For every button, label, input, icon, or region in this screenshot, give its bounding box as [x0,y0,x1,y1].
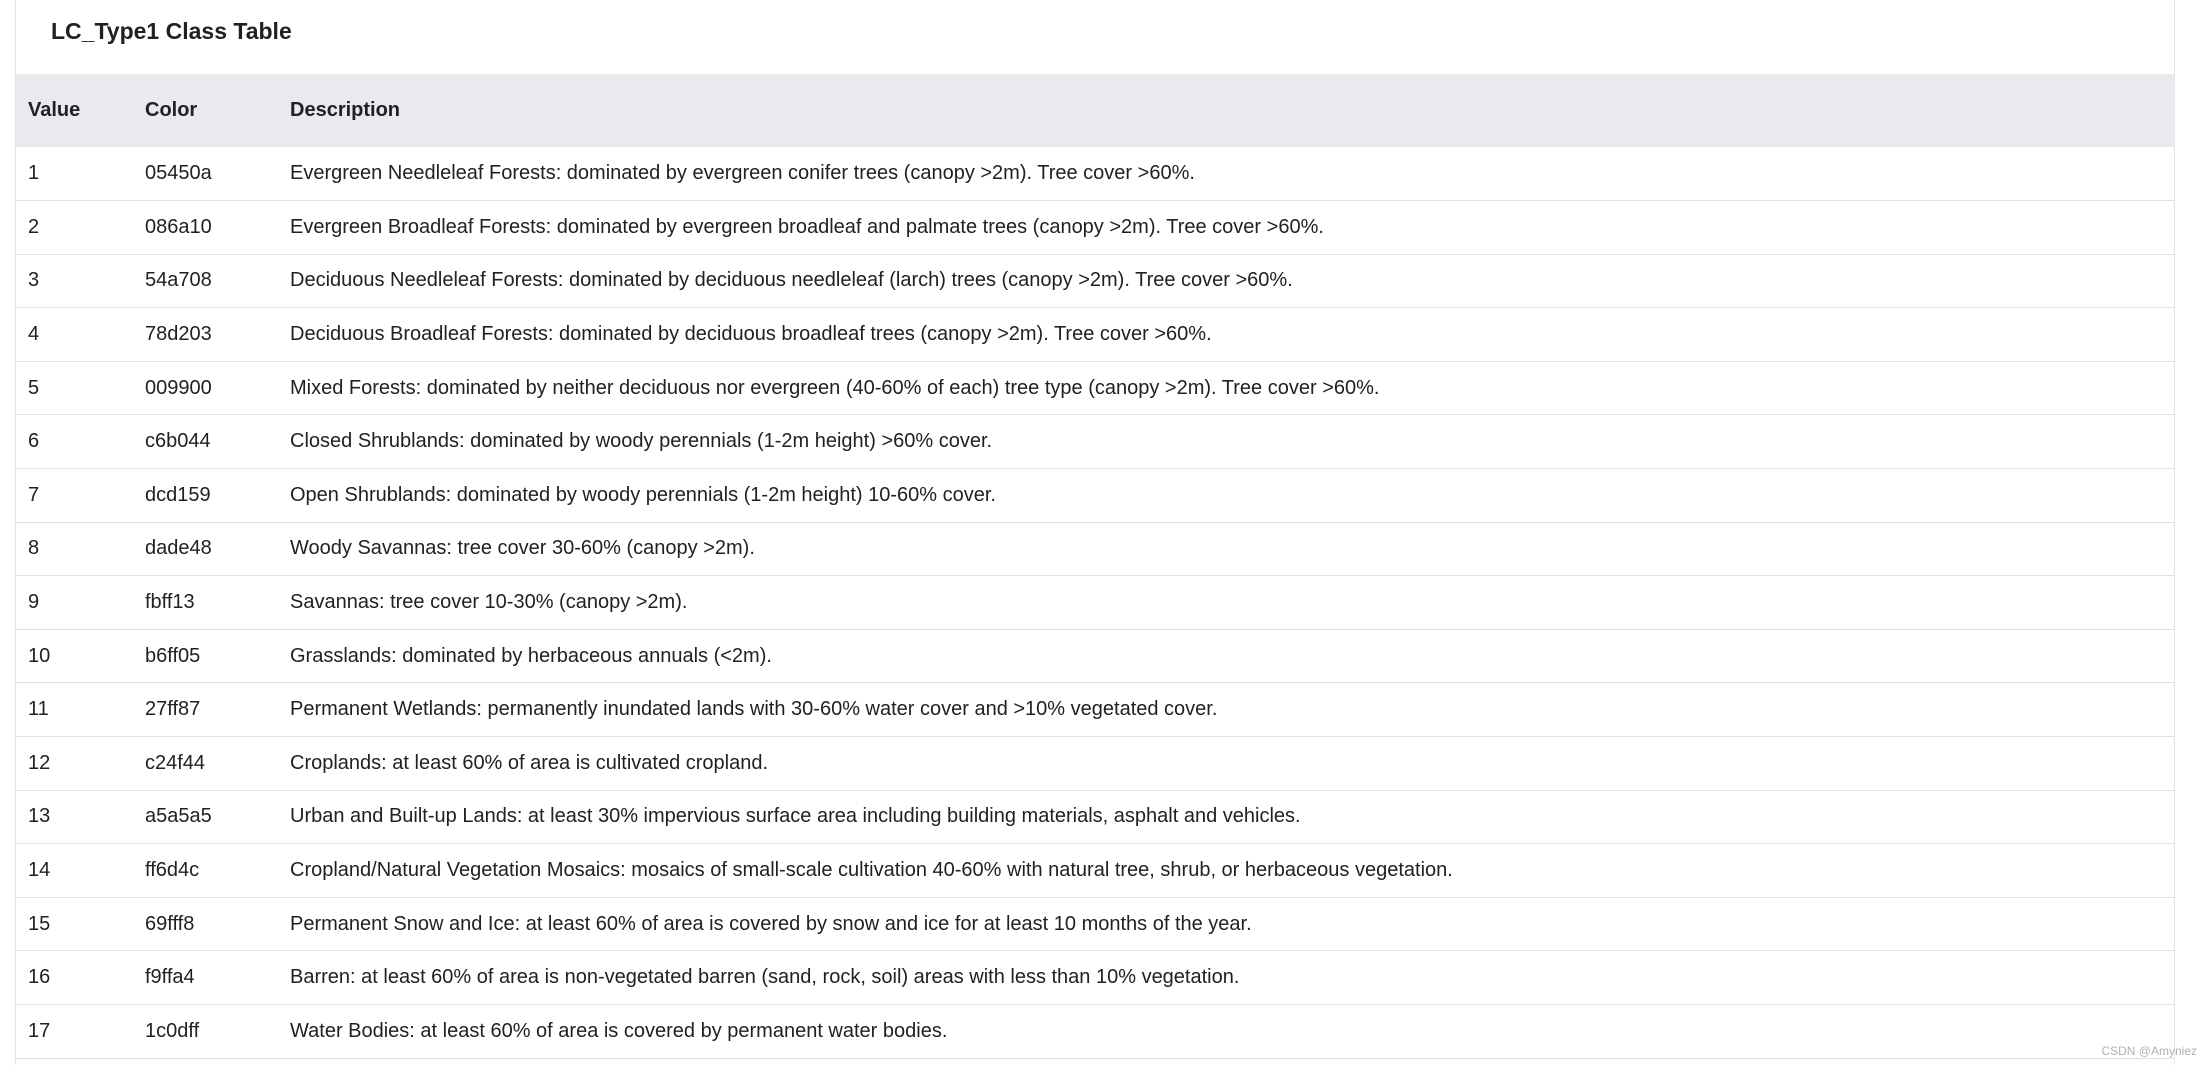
table-row [16,737,2174,791]
table-row [16,629,2174,683]
cell-value: 4 [28,323,40,346]
table-row [16,683,2174,737]
cell-color: 78d203 [145,323,212,346]
cell-value: 14 [28,859,51,882]
cell-description: Closed Shrublands: dominated by woody perennials (1-2m height) >60% cover. [290,430,993,453]
cell-description: Permanent Snow and Ice: at least 60% of area is covered by snow and ice for at least 10 months of the year. [290,912,1252,935]
cell-color: c24f44 [145,751,206,774]
cell-description: Savannas: tree cover 10-30% (canopy >2m). [290,591,688,614]
table-title: LC_Type1 Class Table [51,18,292,44]
cell-description: Evergreen Broadleaf Forests: dominated by evergreen broadleaf and palmate trees (canopy >2m). Tree cover >60%. [290,215,1324,238]
header-row [16,74,2174,147]
table-row [16,361,2174,415]
cell-value: 1 [28,162,40,185]
cell-value: 16 [28,966,51,989]
cell-value: 2 [28,215,40,238]
cell-color: dade48 [145,537,212,560]
cell-value: 13 [28,805,51,828]
cell-color: 1c0dff [145,1019,200,1042]
table-row [16,522,2174,576]
table-row [16,308,2174,362]
cell-description: Grasslands: dominated by herbaceous annuals (<2m). [290,644,772,667]
cell-value: 6 [28,430,40,453]
cell-value: 9 [28,591,40,614]
cell-value: 8 [28,537,40,560]
class-table-panel [15,0,2175,1065]
cell-color: 009900 [145,376,212,399]
cell-color: a5a5a5 [145,805,212,828]
table-row [16,147,2174,201]
table-row [16,951,2174,1005]
cell-color: 05450a [145,162,212,185]
table-row [16,897,2174,951]
cell-description: Urban and Built-up Lands: at least 30% impervious surface area including building materials, asphalt and vehicles. [290,805,1301,828]
cell-value: 7 [28,483,40,506]
table-row [16,790,2174,844]
table-row [16,576,2174,630]
cell-color: dcd159 [145,483,211,506]
cell-color: fbff13 [145,591,195,614]
table-header [16,74,2174,147]
cell-color: b6ff05 [145,644,201,667]
lc-type1-class-table [16,74,2174,1059]
cell-value: 11 [28,698,49,721]
cell-color: 086a10 [145,215,212,238]
cell-description: Cropland/Natural Vegetation Mosaics: mosaics of small-scale cultivation 40-60% with natural tree, shrub, or herbaceous vegetation. [290,859,1453,882]
cell-value: 15 [28,912,51,935]
header-color: Color [145,99,198,121]
cell-description: Woody Savannas: tree cover 30-60% (canopy >2m). [290,537,755,560]
cell-description: Mixed Forests: dominated by neither deciduous nor evergreen (40-60% of each) tree type (canopy >2m). Tree cover >60%. [290,376,1380,399]
cell-description: Barren: at least 60% of area is non-vegetated barren (sand, rock, soil) areas with less than 10% vegetation. [290,966,1240,989]
table-row [16,415,2174,469]
header-description: Description [290,99,401,121]
header-value: Value [28,99,81,121]
cell-description: Permanent Wetlands: permanently inundated lands with 30-60% water cover and >10% vegetated cover. [290,698,1218,721]
cell-description: Deciduous Broadleaf Forests: dominated by deciduous broadleaf trees (canopy >2m). Tree cover >60%. [290,323,1212,346]
cell-description: Croplands: at least 60% of area is cultivated cropland. [290,751,769,774]
cell-color: 54a708 [145,269,212,292]
cell-color: c6b044 [145,430,211,453]
cell-description: Water Bodies: at least 60% of area is covered by permanent water bodies. [290,1019,948,1042]
cell-color: 69fff8 [145,912,195,935]
cell-description: Open Shrublands: dominated by woody perennials (1-2m height) 10-60% cover. [290,483,996,506]
watermark: CSDN @Amyniez [2101,1044,2197,1058]
cell-value: 17 [28,1019,51,1042]
table-body [16,147,2174,1058]
cell-color: f9ffa4 [145,966,195,989]
cell-color: ff6d4c [145,859,200,882]
table-row [16,469,2174,523]
cell-description: Deciduous Needleleaf Forests: dominated by deciduous needleleaf (larch) trees (canopy >2m). Tree cover >60%. [290,269,1293,292]
cell-value: 12 [28,751,51,774]
cell-value: 10 [28,644,51,667]
cell-description: Evergreen Needleleaf Forests: dominated by evergreen conifer trees (canopy >2m). Tree cover >60%. [290,162,1195,185]
cell-value: 3 [28,269,40,292]
table-row [16,844,2174,898]
cell-value: 5 [28,376,40,399]
table-row [16,1005,2174,1059]
table-row [16,201,2174,255]
cell-color: 27ff87 [145,698,201,721]
table-row [16,254,2174,308]
